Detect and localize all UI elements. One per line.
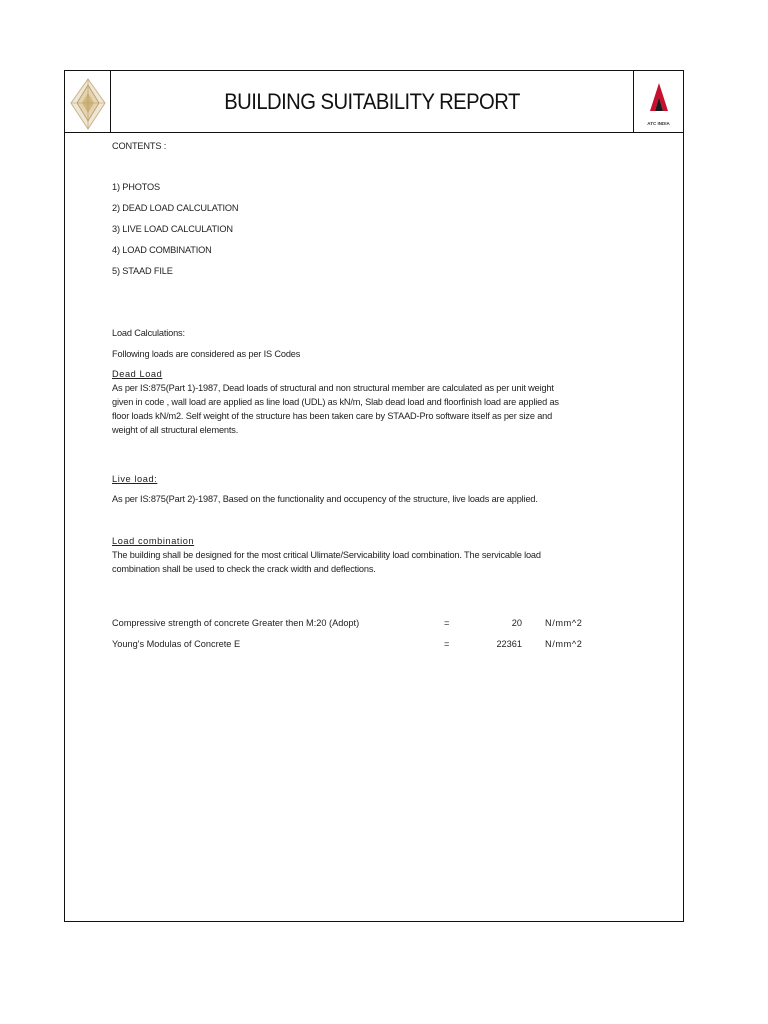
report-header xyxy=(65,71,683,133)
atc-logo-text: ATC INDIA xyxy=(647,121,670,126)
property-unit: N/mm^2 xyxy=(545,618,583,628)
dead-load-text-line: weight of all structural elements. xyxy=(112,425,239,435)
load-calc-heading: Load Calculations: xyxy=(112,328,185,338)
property-label: Compressive strength of concrete Greater then M:20 (Adopt) xyxy=(112,618,360,628)
dead-load-text-line: As per IS:875(Part 1)-1987, Dead loads of structural and non structural member are calculated as per unit weight xyxy=(112,383,554,393)
property-label: Young's Modulas of Concrete E xyxy=(112,639,241,649)
contents-heading: CONTENTS : xyxy=(112,141,167,151)
atc-india-logo xyxy=(633,71,683,132)
atc-logo-mark-icon xyxy=(634,71,684,121)
dead-load-heading: Dead Load xyxy=(112,369,163,379)
contents-item: 4) LOAD COMBINATION xyxy=(112,245,212,255)
contents-item: 5) STAAD FILE xyxy=(112,266,173,276)
load-combination-text-line: The building shall be designed for the most critical Ulimate/Servicability load combination. The servicable load xyxy=(112,550,541,560)
live-load-heading: Live load: xyxy=(112,474,158,484)
company-logo-left xyxy=(65,71,111,132)
load-calc-intro: Following loads are considered as per IS Codes xyxy=(112,349,301,359)
load-combination-heading: Load combination xyxy=(112,536,195,546)
contents-item: 2) DEAD LOAD CALCULATION xyxy=(112,203,239,213)
contents-item: 1) PHOTOS xyxy=(112,182,161,192)
property-equals: = xyxy=(444,639,450,649)
property-equals: = xyxy=(444,618,450,628)
property-value: 22361 xyxy=(496,639,522,649)
contents-item: 3) LIVE LOAD CALCULATION xyxy=(112,224,233,234)
page-title: BUILDING SUITABILITY REPORT xyxy=(224,88,520,114)
property-value: 20 xyxy=(511,618,522,628)
load-combination-text-line: combination shall be used to check the crack width and deflections. xyxy=(112,564,376,574)
dead-load-text-line: floor loads kN/m2. Self weight of the structure has been taken care by STAAD-Pro software itself as per size and xyxy=(112,411,553,421)
live-load-text: As per IS:875(Part 2)-1987, Based on the functionality and occupency of the structure, live loads are applied. xyxy=(112,494,538,504)
dead-load-text-line: given in code , wall load are applied as line load (UDL) as kN/m, Slab dead load and floorfinish load are applied as xyxy=(112,397,559,407)
property-unit: N/mm^2 xyxy=(545,639,583,649)
